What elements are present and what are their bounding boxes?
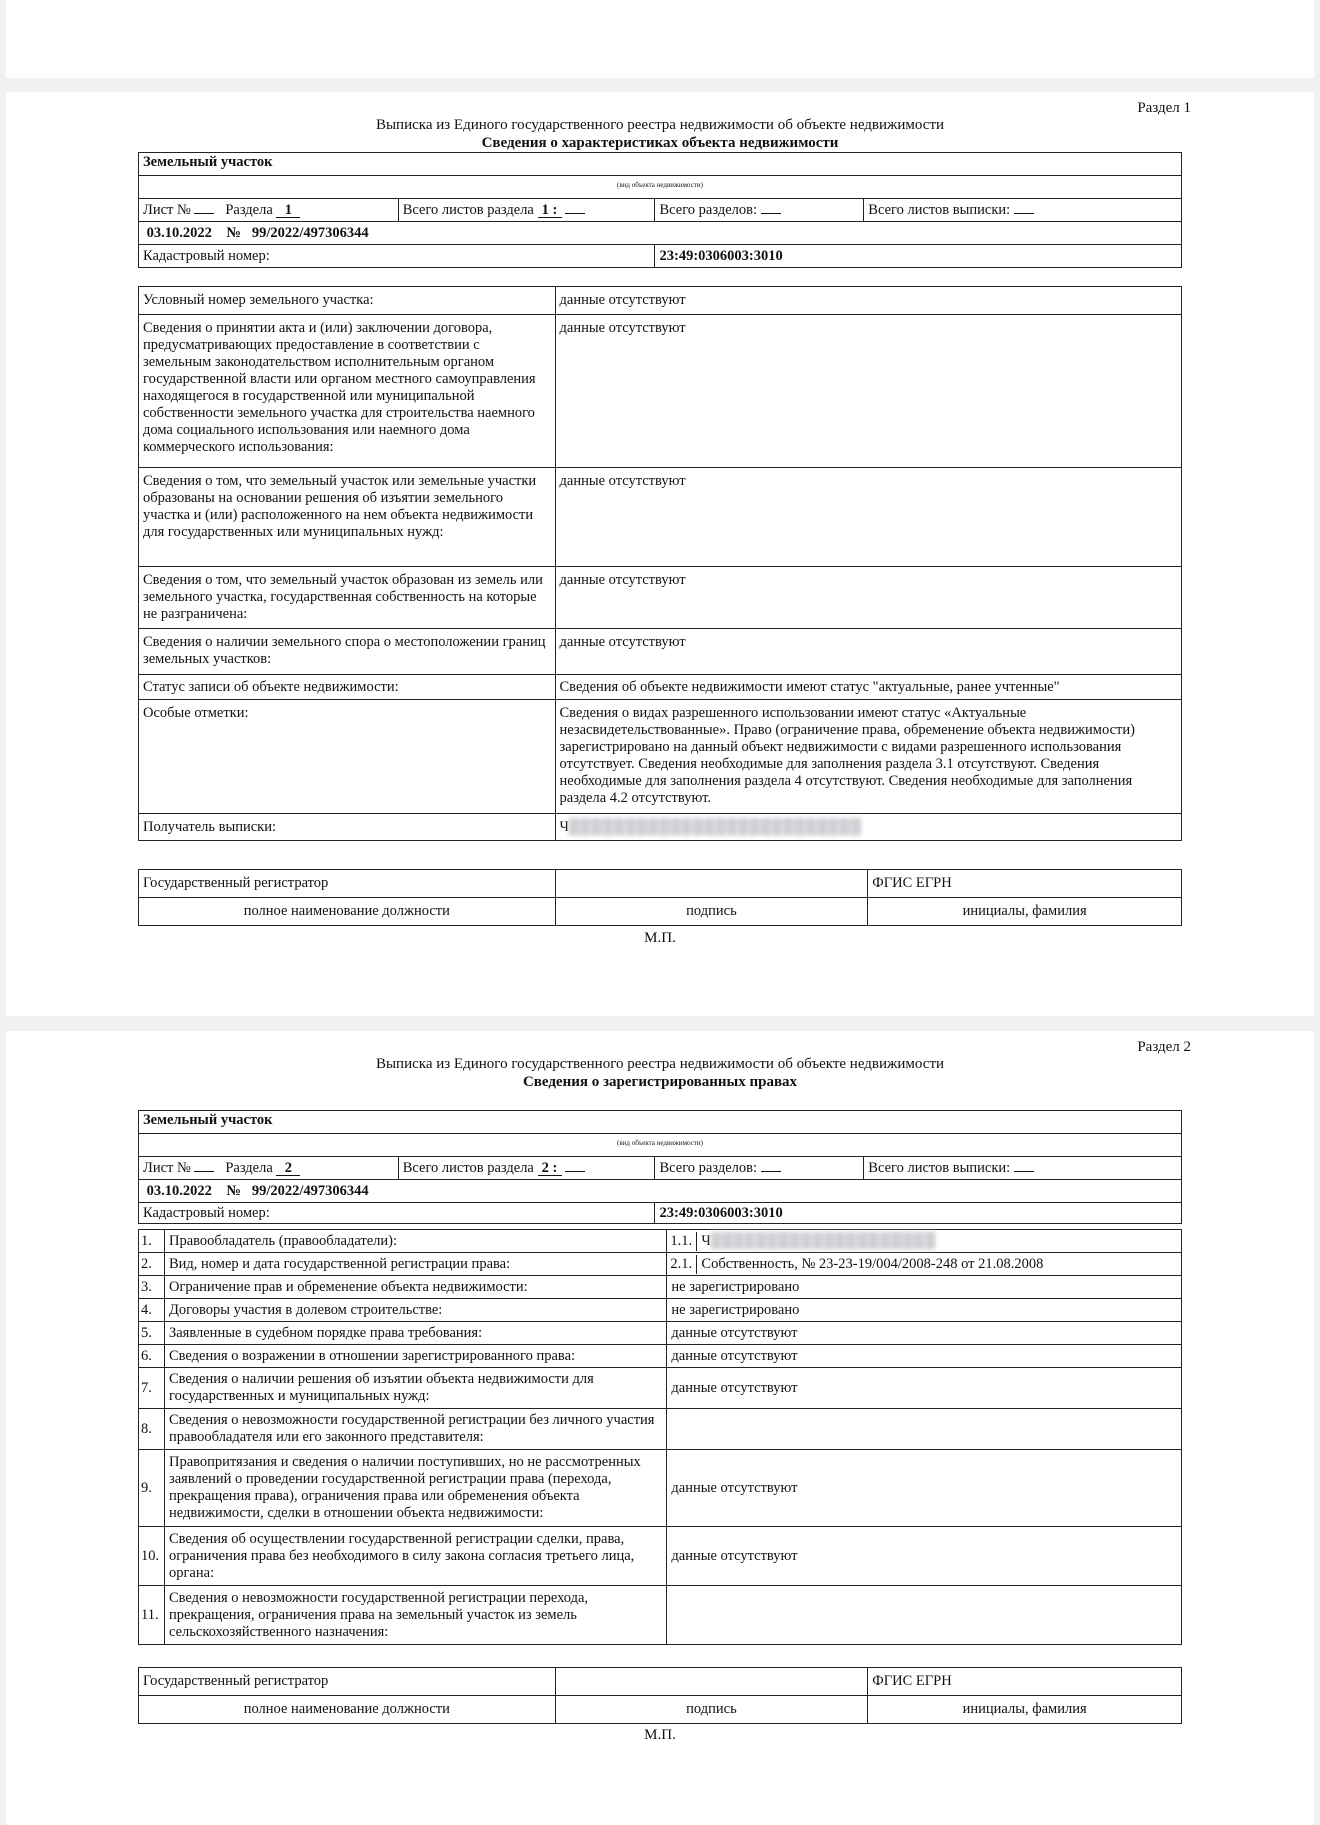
object-type: Земельный участок (139, 153, 1182, 176)
row-number: 4. (139, 1299, 165, 1322)
document-title: Выписка из Единого государственного реестра недвижимости об объекте недвижимости (375, 117, 945, 133)
redacted-text: ████████████████████ (710, 1232, 937, 1249)
row-label: Правопритязания и сведения о наличии поступивших, но не рассмотренных заявлений о проведении государственной регистрации права (перехода, прекращения права), ограничения права или обременения объекта недвижимости, сделки в отношении объекта недвижимости: (164, 1450, 666, 1527)
row-value: данные отсутствуют (667, 1322, 1182, 1345)
row-value: данные отсутствуют (667, 1527, 1182, 1586)
row-number: 7. (139, 1368, 165, 1409)
section-number: 2 (276, 1161, 300, 1176)
total-sheets-extract-cell: Всего листов выписки: (864, 1157, 1182, 1180)
sheet-number-cell: Лист № Раздела 2 (139, 1157, 399, 1180)
stamp-place: М.П. (644, 1727, 676, 1743)
row-number: 1. (139, 1230, 165, 1253)
object-type: Земельный участок (139, 1111, 1182, 1134)
total-sections-cell: Всего разделов: (655, 199, 864, 222)
row-label: Сведения о принятии акта и (или) заключении договора, предусматривающих предоставление в соответствии с земельным законодательством исполнительным органом государственной власти или органом местного самоуправления находящегося в государственной или муниципальной собственности земельного участка для строительства наемного дома социального использования или наемного дома коммерческого использования: (139, 315, 556, 468)
row-value (667, 1409, 1182, 1450)
cadastral-number: 23:49:0306003:3010 (655, 245, 1182, 268)
cadastral-label: Кадастровый номер: (139, 1203, 655, 1224)
sheets-in-section-cell: Всего листов раздела 1 : (398, 199, 655, 222)
header-table (138, 1110, 1182, 1224)
position-caption: полное наименование должности (139, 898, 556, 926)
row-label: Сведения о наличии земельного спора о местоположении границ земельных участков: (139, 629, 556, 675)
recipient-value: Ч██████████████████████████ (555, 814, 1181, 841)
stamp-place: М.П. (644, 930, 676, 946)
document-subtitle: Сведения о зарегистрированных правах (522, 1074, 798, 1090)
row-number: 5. (139, 1322, 165, 1345)
row-number: 10. (139, 1527, 165, 1586)
registrar-position: Государственный регистратор (139, 1668, 556, 1696)
object-type-caption: (вид объекта недвижимости) (139, 176, 1182, 199)
row-value: Сведения о видах разрешенного использовании имеют статус «Актуальные незасвидетельствованные». Право (ограничение права, обременение объекта недвижимости) зарегистрировано на данный объект недвижимости с видами разрешенного использования отсутствует. Сведения необходимые для заполнения раздела 3.1 отсутствуют. Сведения необходимые для заполнения раздела 4 отсутствуют. Сведения необходимые для заполнения раздела 4.2 отсутствуют. (555, 700, 1181, 814)
rights-table (138, 1229, 1182, 1645)
row-value: данные отсутствуют (555, 468, 1181, 567)
signature-cell (555, 1668, 868, 1696)
date-number-row: 03.10.2022 № 99/2022/497306344 (139, 222, 1182, 245)
total-sections-cell: Всего разделов: (655, 1157, 864, 1180)
row-value: 1.1. Ч████████████████████ (667, 1230, 1182, 1253)
row-label: Правообладатель (правообладатели): (164, 1230, 666, 1253)
row-value: данные отсутствуют (555, 315, 1181, 468)
row-value: данные отсутствуют (555, 287, 1181, 315)
row-label: Сведения о наличии решения об изъятии объекта недвижимости для государственных и муниципальных нужд: (164, 1368, 666, 1409)
section-label: Раздел 1 (1137, 100, 1191, 116)
row-label: Сведения о невозможности государственной регистрации перехода, прекращения, ограничения права на земельный участок из земель сельскохозяйственного назначения: (164, 1586, 666, 1645)
page-section-2 (6, 1031, 1314, 1825)
registrar-initials: ФГИС ЕГРН (868, 1668, 1182, 1696)
row-label: Сведения о невозможности государственной регистрации без личного участия правообладателя или его законного представителя: (164, 1409, 666, 1450)
extract-number: 99/2022/497306344 (251, 1182, 369, 1199)
row-number: 6. (139, 1345, 165, 1368)
row-label: Договоры участия в долевом строительстве: (164, 1299, 666, 1322)
row-value: не зарегистрировано (667, 1299, 1182, 1322)
row-number: 9. (139, 1450, 165, 1527)
redacted-text: ██████████████████████████ (568, 818, 863, 835)
date-number-row: 03.10.2022 № 99/2022/497306344 (139, 1180, 1182, 1203)
row-number: 2. (139, 1253, 165, 1276)
characteristics-table (138, 286, 1182, 841)
registrar-initials: ФГИС ЕГРН (868, 870, 1182, 898)
row-value: 2.1. Собственность, № 23-23-19/004/2008-248 от 21.08.2008 (667, 1253, 1182, 1276)
row-label: Особые отметки: (139, 700, 556, 814)
row-label: Заявленные в судебном порядке права требования: (164, 1322, 666, 1345)
extract-date: 03.10.2022 (146, 1182, 212, 1199)
cadastral-label: Кадастровый номер: (139, 245, 655, 268)
extract-date: 03.10.2022 (146, 224, 212, 241)
row-value: данные отсутствуют (667, 1368, 1182, 1409)
sheet-number-cell: Лист № Раздела 1 (139, 199, 399, 222)
signature-table (138, 869, 1182, 926)
initials-caption: инициалы, фамилия (868, 898, 1182, 926)
signature-caption: подпись (555, 1696, 868, 1724)
row-label: Сведения о возражении в отношении зарегистрированного права: (164, 1345, 666, 1368)
cadastral-number: 23:49:0306003:3010 (655, 1203, 1182, 1224)
row-label: Сведения о том, что земельный участок образован из земель или земельного участка, государственная собственность на которые не разграничена: (139, 567, 556, 629)
row-value: данные отсутствуют (667, 1345, 1182, 1368)
row-number: 3. (139, 1276, 165, 1299)
position-caption: полное наименование должности (139, 1696, 556, 1724)
header-table (138, 152, 1182, 268)
row-label: Получатель выписки: (139, 814, 556, 841)
row-label: Сведения об осуществлении государственной регистрации сделки, права, ограничения права без необходимого в силу закона согласия третьего лица, органа: (164, 1527, 666, 1586)
initials-caption: инициалы, фамилия (868, 1696, 1182, 1724)
row-value: не зарегистрировано (667, 1276, 1182, 1299)
row-value: данные отсутствуют (555, 567, 1181, 629)
signature-caption: подпись (555, 898, 868, 926)
section-number: 1 (276, 203, 300, 218)
previous-page-fragment (6, 0, 1314, 78)
row-label: Статус записи об объекте недвижимости: (139, 675, 556, 700)
signature-cell (555, 870, 868, 898)
total-sheets-extract-cell: Всего листов выписки: (864, 199, 1182, 222)
row-number: 11. (139, 1586, 165, 1645)
row-value: данные отсутствуют (667, 1450, 1182, 1527)
section-label: Раздел 2 (1137, 1039, 1191, 1055)
row-label: Сведения о том, что земельный участок или земельные участки образованы на основании решения об изъятии земельного участка и (или) расположенного на нем объекта недвижимости для государственных или муниципальных нужд: (139, 468, 556, 567)
row-label: Ограничение прав и обременение объекта недвижимости: (164, 1276, 666, 1299)
signature-table (138, 1667, 1182, 1724)
row-value: Сведения об объекте недвижимости имеют статус "актуальные, ранее учтенные" (555, 675, 1181, 700)
row-label: Условный номер земельного участка: (139, 287, 556, 315)
page-section-1 (6, 92, 1314, 1016)
document-title: Выписка из Единого государственного реестра недвижимости об объекте недвижимости (375, 1056, 945, 1072)
row-number: 8. (139, 1409, 165, 1450)
row-value: данные отсутствуют (555, 629, 1181, 675)
row-value (667, 1586, 1182, 1645)
registrar-position: Государственный регистратор (139, 870, 556, 898)
document-subtitle: Сведения о характеристиках объекта недвижимости (481, 135, 839, 151)
sheets-in-section-cell: Всего листов раздела 2 : (398, 1157, 655, 1180)
object-type-caption: (вид объекта недвижимости) (139, 1134, 1182, 1157)
extract-number: 99/2022/497306344 (251, 224, 369, 241)
row-label: Вид, номер и дата государственной регистрации права: (164, 1253, 666, 1276)
